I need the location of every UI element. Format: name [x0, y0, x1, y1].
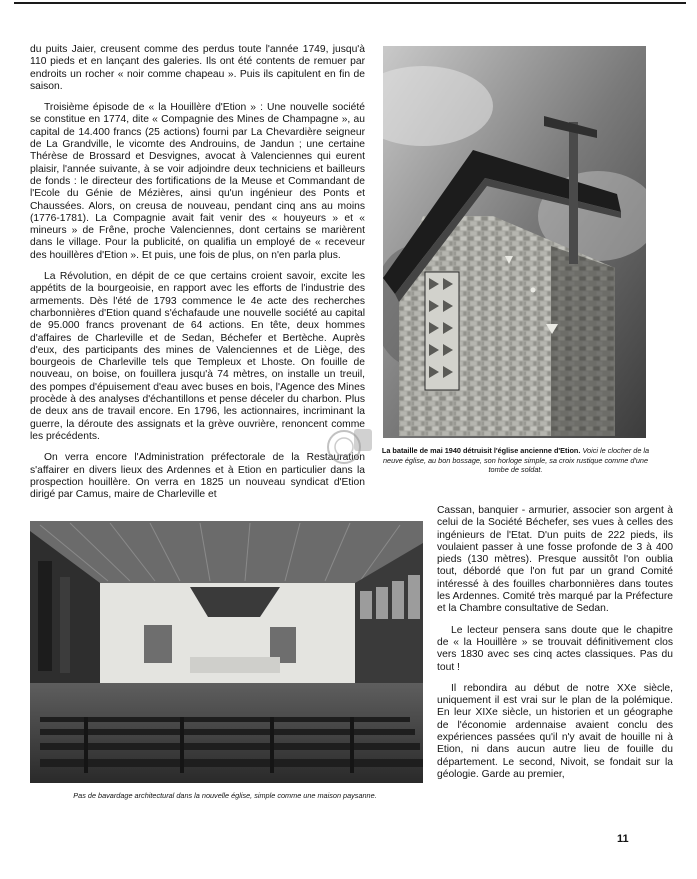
church-interior-illustration — [30, 521, 423, 783]
interior-photo-caption: Pas de bavardage architectural dans la nouvelle église, simple comme une maison paysanne. — [73, 791, 377, 800]
bell-tower-illustration — [383, 46, 646, 438]
stamp-watermark — [324, 423, 376, 469]
paragraph: du puits Jaier, creusent comme des perdus toute l'année 1749, jusqu'à 110 pieds et en lançant des galeries. Ils ont été contents de remuer par endroits un rocher « noir comme chapeau ». Puis ils capitulent en fin de saison. — [30, 44, 365, 92]
tower-photo-caption — [378, 446, 653, 475]
paragraph: La Révolution, en dépit de ce que certains croient savoir, excite les appétits de la bourgeoisie, en rapport avec les efforts de l'industrie des armements. Dès l'été de 1793 commence le 4e acte des recherches charbonnières d'Etion quand s'échafaude une nouvelle société au capital de 95.000 francs provenant de 64 actions. En tête, deux hommes d'affaires de Charleville et de Sedan, Béchefer et Bertèche. Auprès d'eux, des participants des mines de Valenciennes et de Liège, des bourgeois de Charleville tels que Templeux et Lhoste. On fouille de nouveau, on boise, on fouillera jusqu'à 74 mètres, on installe un treuil, des pompes d'épuisement d'eau avec buses en bois, l'Agence des Mines procède à des analyses d'échantillons et pense déceler du charbon. Plus de deux ans de travail encore. En 1796, les actionnaires, incriminant la guerre, la déroute des assignats et la grève ouvrière, renoncent comme les précédents. — [30, 271, 365, 442]
top-rule — [14, 2, 686, 4]
paragraph: Le lecteur pensera sans doute que le chapitre de « la Houillère » se trouvait définitivement clos vers 1830 avec ses cinq actes classiques. Pas du tout ! — [437, 624, 673, 673]
church-bell-tower-photo — [383, 46, 646, 438]
paragraph: Il rebondira au début de notre XXe siècle, uniquement il est vrai sur le plan de la polémique. En leur XIXe siècle, un historien et un géographe de l'économie ardennaise avaient conclu des expériences passées qu'il n'y avait de houille ni à Etion, ni dans aucun autre lieu de fouille du département. Le second, Nivoit, se fondait sur la géologie. Garde au premier, — [437, 682, 673, 780]
paragraph: Troisième épisode de « la Houillère d'Etion » : Une nouvelle société se constitue en 1774, dite « Compagnie des Mines de Champagne », au capital de 14.400 francs (25 actions) fourni par La Chevardière seigneur de La Grandville, le vicomte des Androuins, de Jandun ; une certaine Thérèse de Brossard et Desvignes, avocat à Valenciennes qui eurent plaisir, l'année suivante, à se voir adjoindre deux techniciens et bailleurs de fonds : le directeur des fortifications de la Meuse et Commandant de l'Ecole du Génie de Mézières, ainsi qu'un ingénieur des Ponts et Chaussées. Alors, on creusa de nouveau, pendant cinq ans au moins (1776-1781). La Compagnie avait fait venir des « houyeurs » et « mineurs » de Frêne, proche Valenciennes, dont certains se marièrent dans le village. Pour la publicité, on qualifia un employé de « receveur des houillères d'Etion ». Et puis, une fois de plus, on n'en parla plus. — [30, 102, 365, 261]
paragraph: On verra encore l'Administration préfectorale de la Restauration s'affairer en divers lieux des Ardennes et à Etion en particulier dans la prospection houillère. On verra en 1825 un nouveau syndicat d'Etion dirigé par Camus, maire de Charleville et — [30, 452, 365, 501]
left-text-column — [30, 44, 365, 510]
caption-text: Voici le clocher de la neuve église, au bon bossage, son horloge simple, sa croix rustique comme d'une tombe de soldat. — [382, 446, 650, 475]
caption-lead: La bataille de mai 1940 détruisit l'église ancienne d'Etion. — [381, 446, 581, 455]
paragraph: Cassan, banquier - armurier, associer son argent à celui de la Société Béchefer, ses vues à celles des ingénieurs de l'Etat. D'un puits de 222 pieds, ils voulaient passer à une fosse profonde de 3 à 400 pieds (130 mètres). Presque aussitôt l'on oublia tout, débordé que l'on fut par un grand Comité intéressé à des fouilles charbonnières dans toutes les Ardennes. Comité très marqué par la Préfecture et la Chambre consultative de Sedan. — [437, 505, 673, 615]
page-number: 11 — [617, 833, 629, 845]
right-text-column — [437, 505, 673, 790]
church-interior-photo — [30, 521, 423, 783]
